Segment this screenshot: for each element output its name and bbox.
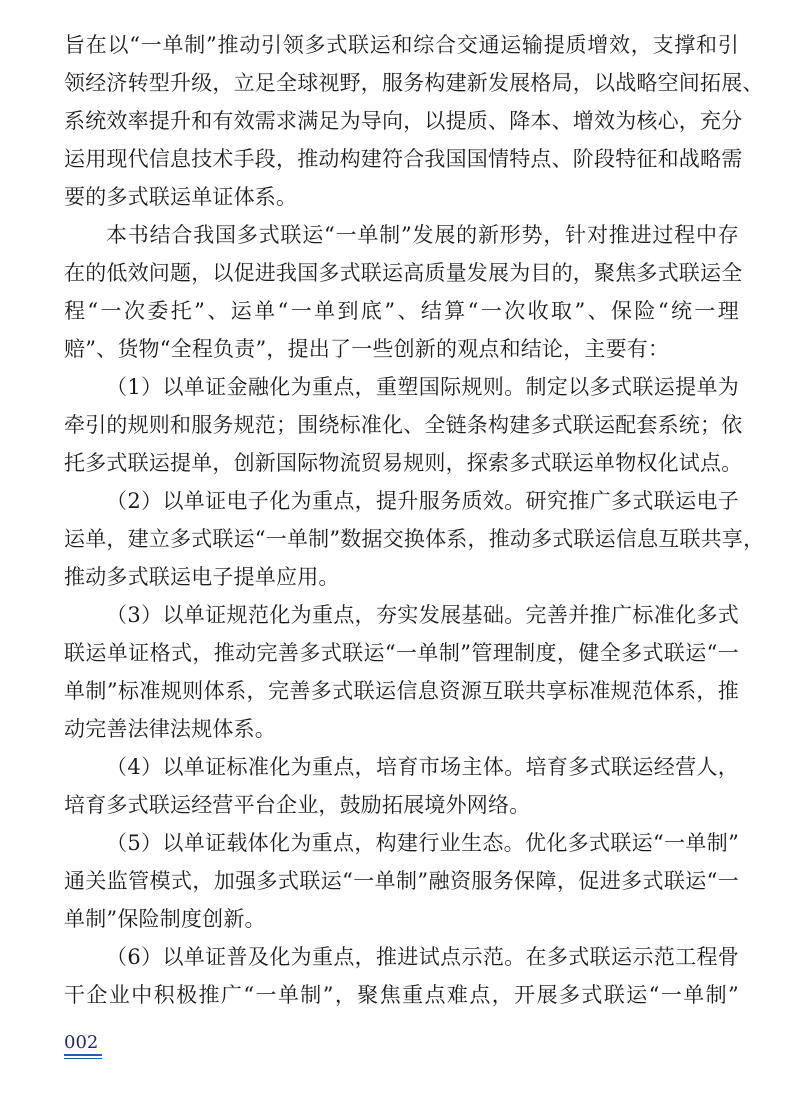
text-line: 单制”标准规则体系，完善多式联运信息资源互联共享标准规范体系，推 xyxy=(64,679,739,703)
text-line: 要的多式联运单证体系。 xyxy=(64,185,298,209)
page-number-underline xyxy=(64,1054,102,1056)
text-line: 牵引的规则和服务规范；围绕标准化、全链条构建多式联运配套系统；依 xyxy=(64,413,743,437)
page-number: 002 xyxy=(64,1032,99,1053)
text-line: 赔”、货物“全程负责”，提出了一些创新的观点和结论，主要有： xyxy=(64,337,670,361)
list-item-1-first-line: （1）以单证金融化为重点，重塑国际规则。制定以多式联运提单为 xyxy=(106,375,739,399)
page-footer xyxy=(64,1032,98,1054)
text-line: 在的低效问题，以促进我国多式联运高质量发展为目的，聚焦多式联运全 xyxy=(64,261,743,285)
text-line: 托多式联运提单，创新国际物流贸易规则，探索多式联运单物权化试点。 xyxy=(64,451,743,475)
list-item-6-first-line: （6）以单证普及化为重点，推进试点示范。在多式联运示范工程骨 xyxy=(106,945,739,969)
body-text xyxy=(64,26,765,1014)
paragraph-first-line: 本书结合我国多式联运“一单制”发展的新形势，针对推进过程中存 xyxy=(106,223,739,247)
text-line: 培育多式联运经营平台企业，鼓励拓展境外网络。 xyxy=(64,793,531,817)
text-line: 程“一次委托”、运单“一单到底”、结算“一次收取”、保险“统一理 xyxy=(64,299,739,323)
text-line: 动完善法律法规体系。 xyxy=(64,717,276,741)
list-item-3-first-line: （3）以单证规范化为重点，夯实发展基础。完善并推广标准化多式 xyxy=(106,603,739,627)
list-item-2-first-line: （2）以单证电子化为重点，提升服务质效。研究推广多式联运电子 xyxy=(106,489,739,513)
text-line: 系统效率提升和有效需求满足为导向，以提质、降本、增效为核心，充分 xyxy=(64,109,743,133)
text-line: 单制”保险制度创新。 xyxy=(64,907,266,931)
text-line: 推动多式联运电子提单应用。 xyxy=(64,565,340,589)
list-item-4-first-line: （4）以单证标准化为重点，培育市场主体。培育多式联运经营人， xyxy=(106,755,739,779)
text-line: 干企业中积极推广“一单制”，聚焦重点难点，开展多式联运“一单制” xyxy=(64,983,739,1007)
text-line: 运单，建立多式联运“一单制”数据交换体系，推动多式联运信息互联共享， xyxy=(64,527,765,551)
text-line: 旨在以“一单制”推动引领多式联运和综合交通运输提质增效，支撑和引 xyxy=(64,33,739,57)
text-line: 领经济转型升级，立足全球视野，服务构建新发展格局，以战略空间拓展、 xyxy=(64,71,764,95)
page-number-underline-thin xyxy=(64,1058,102,1059)
text-line: 联运单证格式，推动完善多式联运“一单制”管理制度，健全多式联运“一 xyxy=(64,641,739,665)
list-item-5-first-line: （5）以单证载体化为重点，构建行业生态。优化多式联运“一单制” xyxy=(106,831,739,855)
text-line: 通关监管模式，加强多式联运“一单制”融资服务保障，促进多式联运“一 xyxy=(64,869,739,893)
text-line: 运用现代信息技术手段，推动构建符合我国国情特点、阶段特征和战略需 xyxy=(64,147,743,171)
